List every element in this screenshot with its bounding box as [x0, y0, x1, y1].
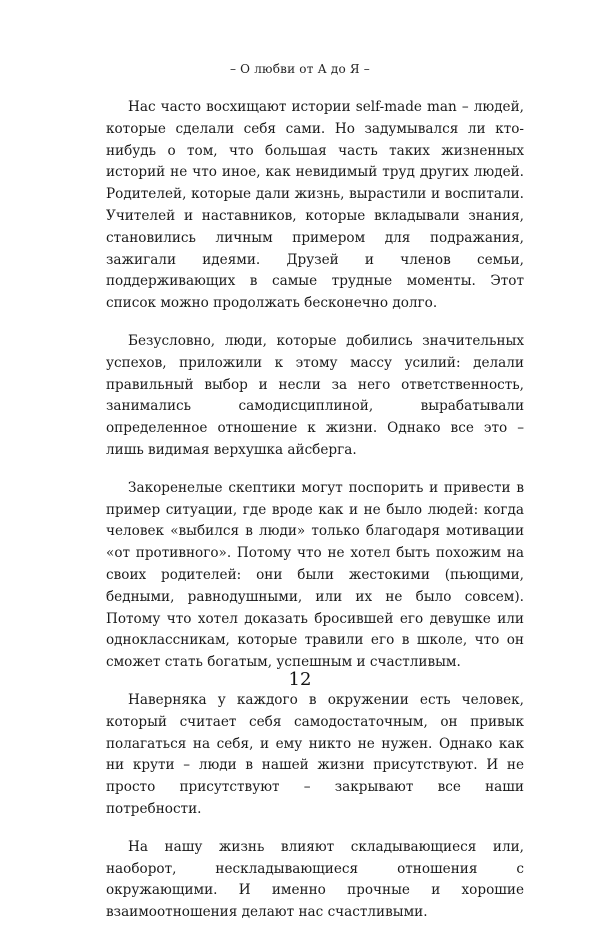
running-header: – О любви от А до Я –	[229, 62, 371, 76]
paragraph: На нашу жизнь влияют складывающиеся или, наоборот, нескладывающиеся отношения с окружающими. И именно прочные и хорошие взаимоотношения делают нас счастливыми.	[106, 838, 524, 921]
page-number: 12	[288, 669, 312, 690]
paragraph: Нас часто восхищают истории self-made man – людей, которые сделали себя сами. Но задумывался ли кто-нибудь о том, что большая часть таких жизненных историй не что иное, как невидимый труд других людей. Родителей, которые дали жизнь, вырастили и воспитали. Учителей и наставников, которые вкладывали знания, становились личным примером для подражания, зажигали идеями. Друзей и членов семьи, поддерживающих в самые трудные моменты. Этот список можно продолжать бесконечно долго.	[106, 99, 524, 312]
paragraph: Наверняка у каждого в окружении есть человек, который считает себя самодостаточным, он привык полагаться на себя, и ему никто не нужен. Однако как ни крути – люди в нашей жизни присутствуют. И не просто присутствуют – закрывают все наши потребности.	[106, 691, 524, 817]
paragraph: Безусловно, люди, которые добились значительных успехов, приложили к этому массу усилий: делали правильный выбор и несли за него ответственность, занимались самодисциплиной, вырабатывали определенное отношение к жизни. Однако все это – лишь видимая верхушка айсберга.	[106, 332, 524, 458]
paragraph: Закоренелые скептики могут поспорить и привести в пример ситуации, где вроде как и не было людей: когда человек «выбился в люди» только благодаря мотивации «от противного». Потому что не хотел быть похожим на своих родителей: они были жестокими (пьющими, бедными, равнодушными, или их не было совсем). Потому что хотел доказать бросившей его девушке или одноклассникам, которые травили его в школе, что он сможет стать богатым, успешным и счастливым.	[106, 479, 524, 671]
body-text	[106, 97, 524, 940]
